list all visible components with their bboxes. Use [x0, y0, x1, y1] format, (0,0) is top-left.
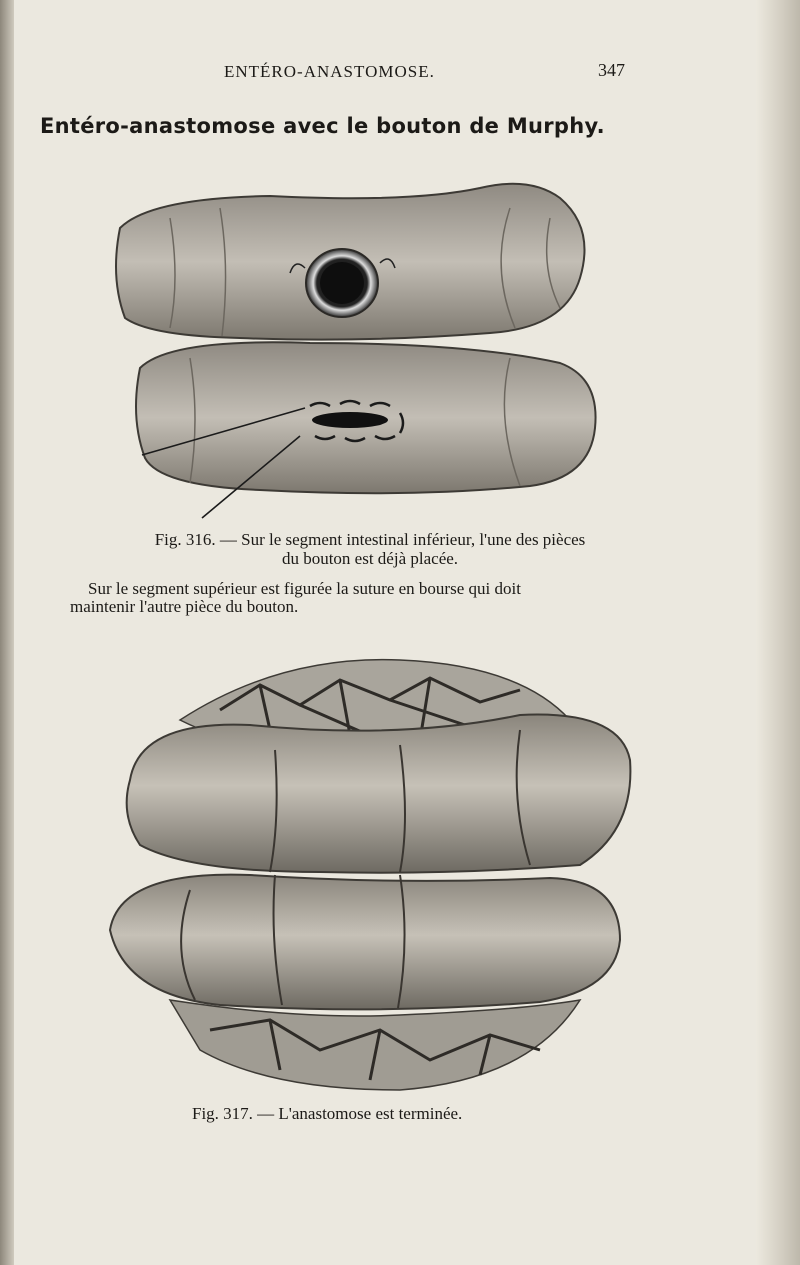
figure-317-caption: Fig. 317. — L'anastomose est terminée. [192, 1104, 463, 1123]
upper-intestine-loop [127, 715, 631, 873]
figure-316-caption-line2: du bouton est déjà placée. [281, 549, 459, 568]
book-gutter-left [0, 0, 14, 1265]
figure-316-note [70, 580, 670, 616]
page-number: 347 [598, 60, 625, 80]
purse-string-suture-opening [312, 412, 388, 428]
figure-316-caption-line1: Fig. 316. — Sur le segment intestinal inférieur, l'une des pièces [154, 530, 586, 549]
book-edge-right [756, 0, 800, 1265]
figure-316-note-line1: Sur le segment supérieur est figurée la suture en bourse qui doit [88, 579, 521, 598]
section-title: Entéro-anastomose avec le bouton de Murphy. [40, 114, 605, 138]
running-head: ENTÉRO-ANASTOMOSE. [224, 62, 435, 81]
lower-intestine-loop [110, 875, 620, 1010]
figure-316-caption [70, 530, 670, 568]
figure-316-note-line2: maintenir l'autre pièce du bouton. [70, 597, 299, 616]
figure-317-illustration [100, 650, 640, 1100]
figure-316-illustration [110, 168, 600, 528]
